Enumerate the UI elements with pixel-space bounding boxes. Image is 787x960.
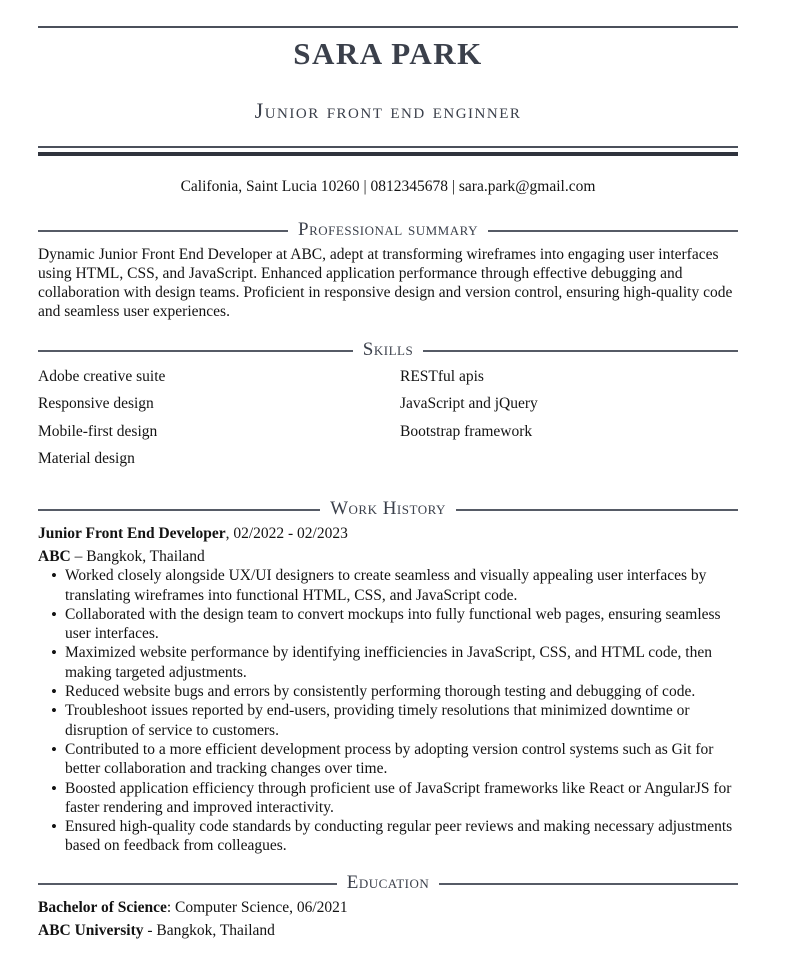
employer-line bbox=[38, 547, 738, 566]
work-bullet-item: • Worked closely alongside UX/UI designers to create seamless and visually appealing user interfaces by translating wireframes into functional HTML, CSS, and JavaScript code. bbox=[38, 566, 738, 605]
professional-summary-heading bbox=[38, 219, 738, 241]
work-bullet-item: • Reduced website bugs and errors by consistently performing thorough testing and debugging of code. bbox=[38, 682, 738, 701]
heading-rule-left bbox=[38, 509, 320, 511]
degree-detail: : Computer Science, 06/2021 bbox=[166, 898, 348, 916]
work-bullet-list bbox=[38, 566, 738, 855]
heading-rule-left bbox=[38, 883, 337, 885]
heading-rule-left bbox=[38, 230, 288, 232]
degree-name: Bachelor of Science bbox=[38, 898, 167, 916]
work-bullet-item: • Contributed to a more efficient development process by adopting version control systems such as Git for better collaboration and tracking changes over time. bbox=[38, 740, 738, 779]
skill-item: Responsive design bbox=[38, 395, 154, 413]
skills-grid bbox=[38, 367, 738, 477]
summary-paragraph: Dynamic Junior Front End Developer at ABC, adept at transforming wireframes into engaging user interfaces using HTML, CSS, and JavaScript. Enhanced application performance through effective debugging and collaboration with design teams. Proficient in responsive design and version control, ensuring high-quality code and seamless user experiences. bbox=[38, 245, 733, 321]
top-divider bbox=[38, 26, 738, 28]
section-skills bbox=[38, 339, 738, 477]
heading-rule-right bbox=[439, 883, 738, 885]
school-name: ABC University bbox=[38, 922, 144, 940]
skills-column-right bbox=[400, 367, 538, 477]
work-bullet-item: • Boosted application efficiency through proficient use of JavaScript frameworks like React or AngularJS for faster rendering and improved interactivity. bbox=[38, 779, 738, 818]
work-bullet-item: • Maximized website performance by identifying inefficiencies in JavaScript, CSS, and HTML code, then making targeted adjustments. bbox=[38, 643, 738, 682]
section-professional-summary bbox=[38, 219, 738, 322]
skill-item: RESTful apis bbox=[400, 367, 484, 385]
divider-thin-line bbox=[38, 146, 738, 148]
divider-thick-line bbox=[38, 152, 738, 156]
education-heading bbox=[38, 872, 738, 894]
heading-rule-right bbox=[488, 230, 738, 232]
skill-item: JavaScript and jQuery bbox=[400, 395, 538, 413]
work-bullet-item: • Ensured high-quality code standards by conducting regular peer reviews and making necessary adjustments based on feedback from colleagues. bbox=[38, 817, 738, 856]
degree-line bbox=[38, 898, 738, 918]
work-bullet-item: • Troubleshoot issues reported by end-users, providing timely resolutions that minimized downtime or disruption of service to customers. bbox=[38, 701, 738, 740]
skill-item: Material design bbox=[38, 450, 135, 468]
skills-column-left bbox=[38, 367, 400, 477]
skills-heading bbox=[38, 339, 738, 361]
candidate-name: SARA PARK bbox=[293, 36, 483, 71]
section-title: Education bbox=[346, 871, 430, 893]
work-bullet-item: • Collaborated with the design team to convert mockups into fully functional web pages, ensuring seamless user interfaces. bbox=[38, 605, 738, 644]
skill-item: Adobe creative suite bbox=[38, 367, 166, 385]
school-line bbox=[38, 921, 738, 941]
section-title: Skills bbox=[362, 338, 414, 360]
employer-location: – Bangkok, Thailand bbox=[70, 547, 205, 565]
work-history-heading bbox=[38, 498, 738, 520]
heading-rule-left bbox=[38, 350, 353, 352]
section-education bbox=[38, 872, 738, 941]
contact-line: Califonia, Saint Lucia 10260 | 0812345678 | sara.park@gmail.com bbox=[180, 177, 596, 195]
candidate-job-title: Junior front end enginner bbox=[254, 98, 522, 123]
heading-rule-right bbox=[456, 509, 738, 511]
job-title: Junior Front End Developer bbox=[38, 524, 226, 542]
school-location: - Bangkok, Thailand bbox=[143, 922, 275, 940]
header-double-divider bbox=[38, 146, 738, 156]
skill-item: Mobile-first design bbox=[38, 422, 158, 440]
job-title-line bbox=[38, 524, 738, 543]
section-title: Work History bbox=[330, 497, 446, 519]
employer-name: ABC bbox=[38, 547, 71, 565]
skill-item: Bootstrap framework bbox=[400, 422, 533, 440]
heading-rule-right bbox=[423, 350, 738, 352]
job-dates: , 02/2022 - 02/2023 bbox=[225, 524, 348, 542]
section-title: Professional summary bbox=[298, 218, 478, 240]
section-work-history bbox=[38, 498, 738, 856]
